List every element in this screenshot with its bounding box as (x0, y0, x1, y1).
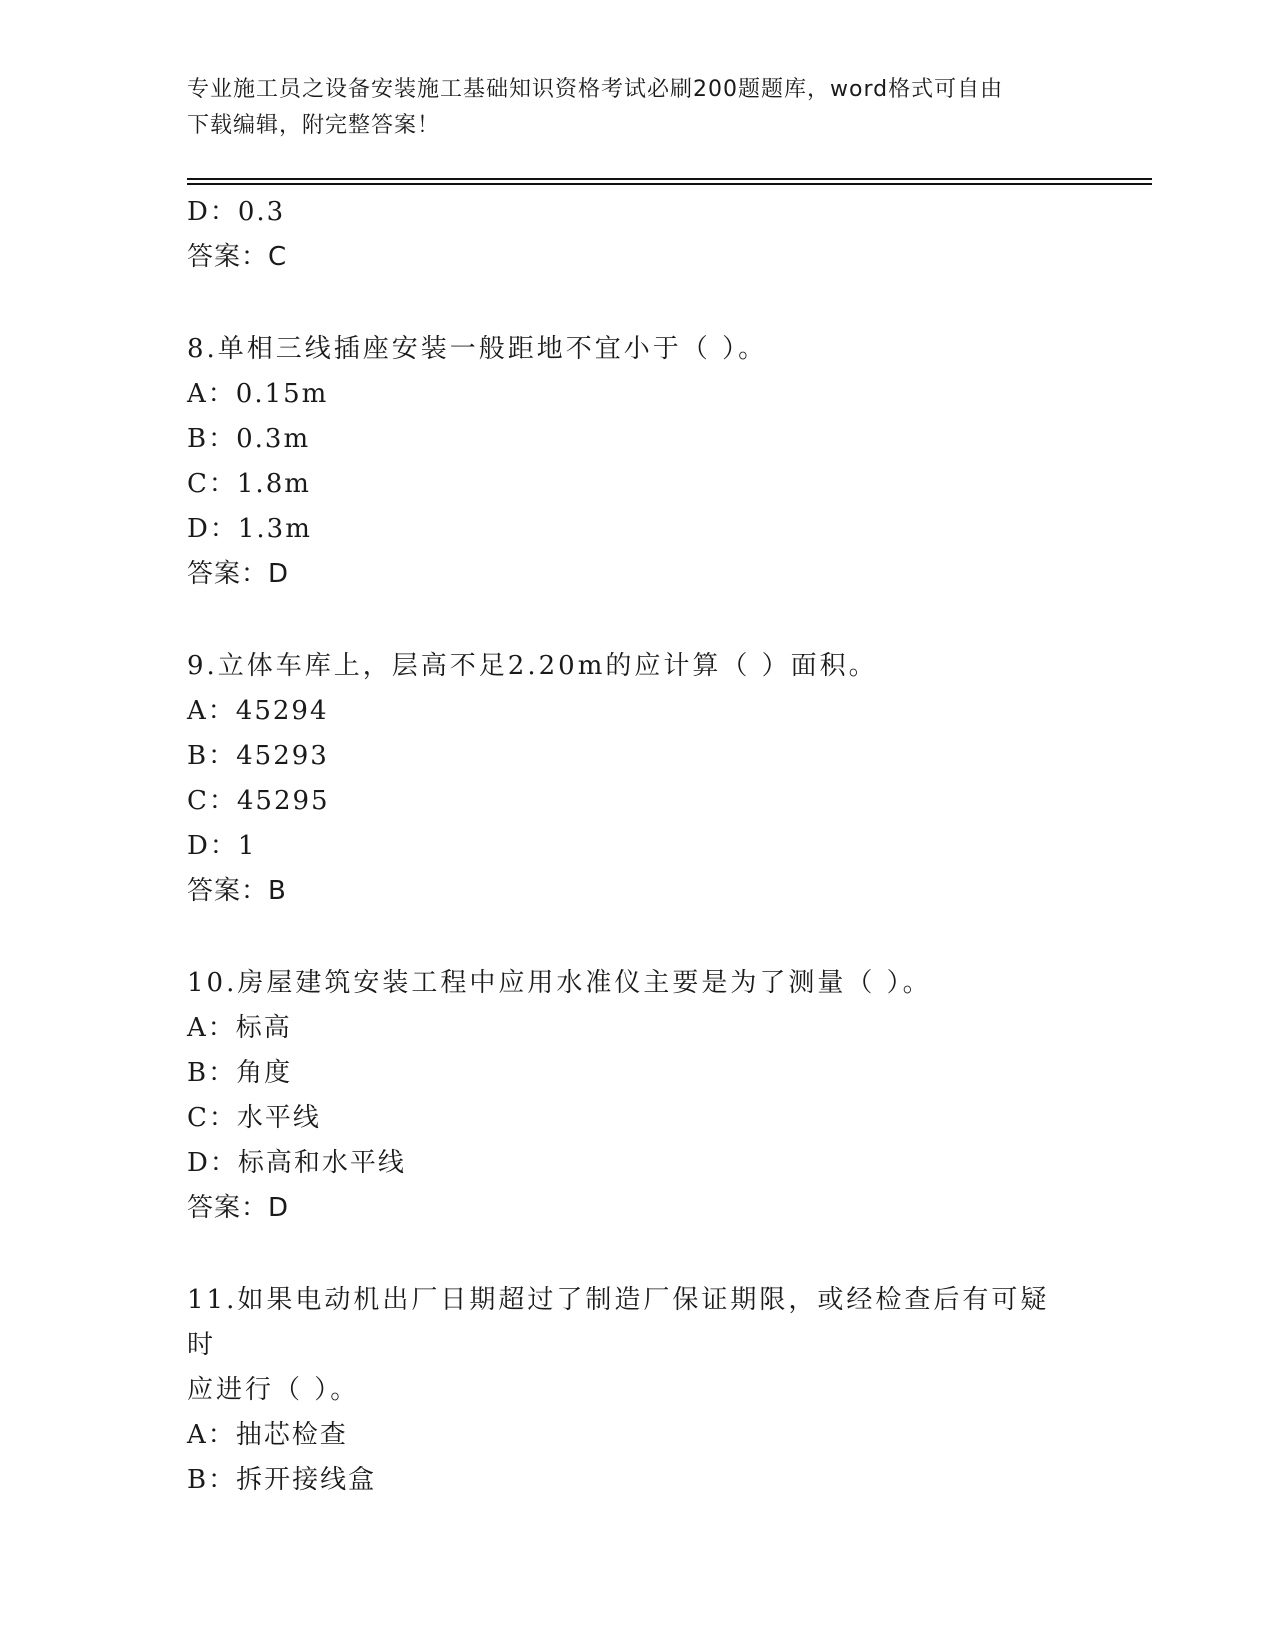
answer: 答案：D (187, 559, 290, 589)
header-line-2: 下载编辑，附完整答案！ (187, 113, 441, 138)
question-text: 10.房屋建筑安装工程中应用水准仪主要是为了测量（ ）。 (187, 968, 932, 998)
option-d: D：1 (187, 831, 257, 861)
document-header (187, 72, 1087, 144)
option-a: A：抽芯检查 (187, 1420, 348, 1450)
option-d: D：1.3m (187, 514, 312, 544)
option-a: A：0.15m (187, 379, 329, 409)
option-c: C：水平线 (187, 1103, 321, 1133)
question-text-line-2: 应进行（ ）。 (187, 1375, 360, 1405)
answer: 答案：B (187, 876, 287, 906)
option-b: B：0.3m (187, 424, 311, 454)
question-8 (187, 327, 1152, 597)
question-text: 9.立体车库上，层高不足2.20m的应计算（ ）面积。 (187, 651, 878, 681)
option-a: A：45294 (187, 696, 329, 726)
question-text-line-1: 11.如果电动机出厂日期超过了制造厂保证期限，或经检查后有可疑时 (187, 1285, 1050, 1360)
option-c: C：45295 (187, 786, 330, 816)
question-11 (187, 1278, 1152, 1503)
option-b: B：拆开接线盒 (187, 1465, 377, 1495)
question-text: 8.单相三线插座安装一般距地不宜小于（ ）。 (187, 334, 768, 364)
question-7-tail (187, 190, 1152, 280)
option-b: B：角度 (187, 1058, 293, 1088)
option-c: C：1.8m (187, 469, 311, 499)
header-line-1: 专业施工员之设备安装施工基础知识资格考试必刷200题题库，word格式可自由 (187, 77, 1004, 102)
question-content (187, 190, 1152, 1503)
answer: 答案：D (187, 1193, 290, 1223)
question-10 (187, 961, 1152, 1231)
option-a: A：标高 (187, 1013, 292, 1043)
answer: 答案：C (187, 242, 288, 272)
option-d: D：0.3 (187, 197, 286, 227)
header-divider-top (187, 178, 1152, 180)
option-d: D：标高和水平线 (187, 1148, 406, 1178)
question-9 (187, 644, 1152, 914)
option-b: B：45293 (187, 741, 329, 771)
header-divider-bottom (187, 183, 1152, 185)
